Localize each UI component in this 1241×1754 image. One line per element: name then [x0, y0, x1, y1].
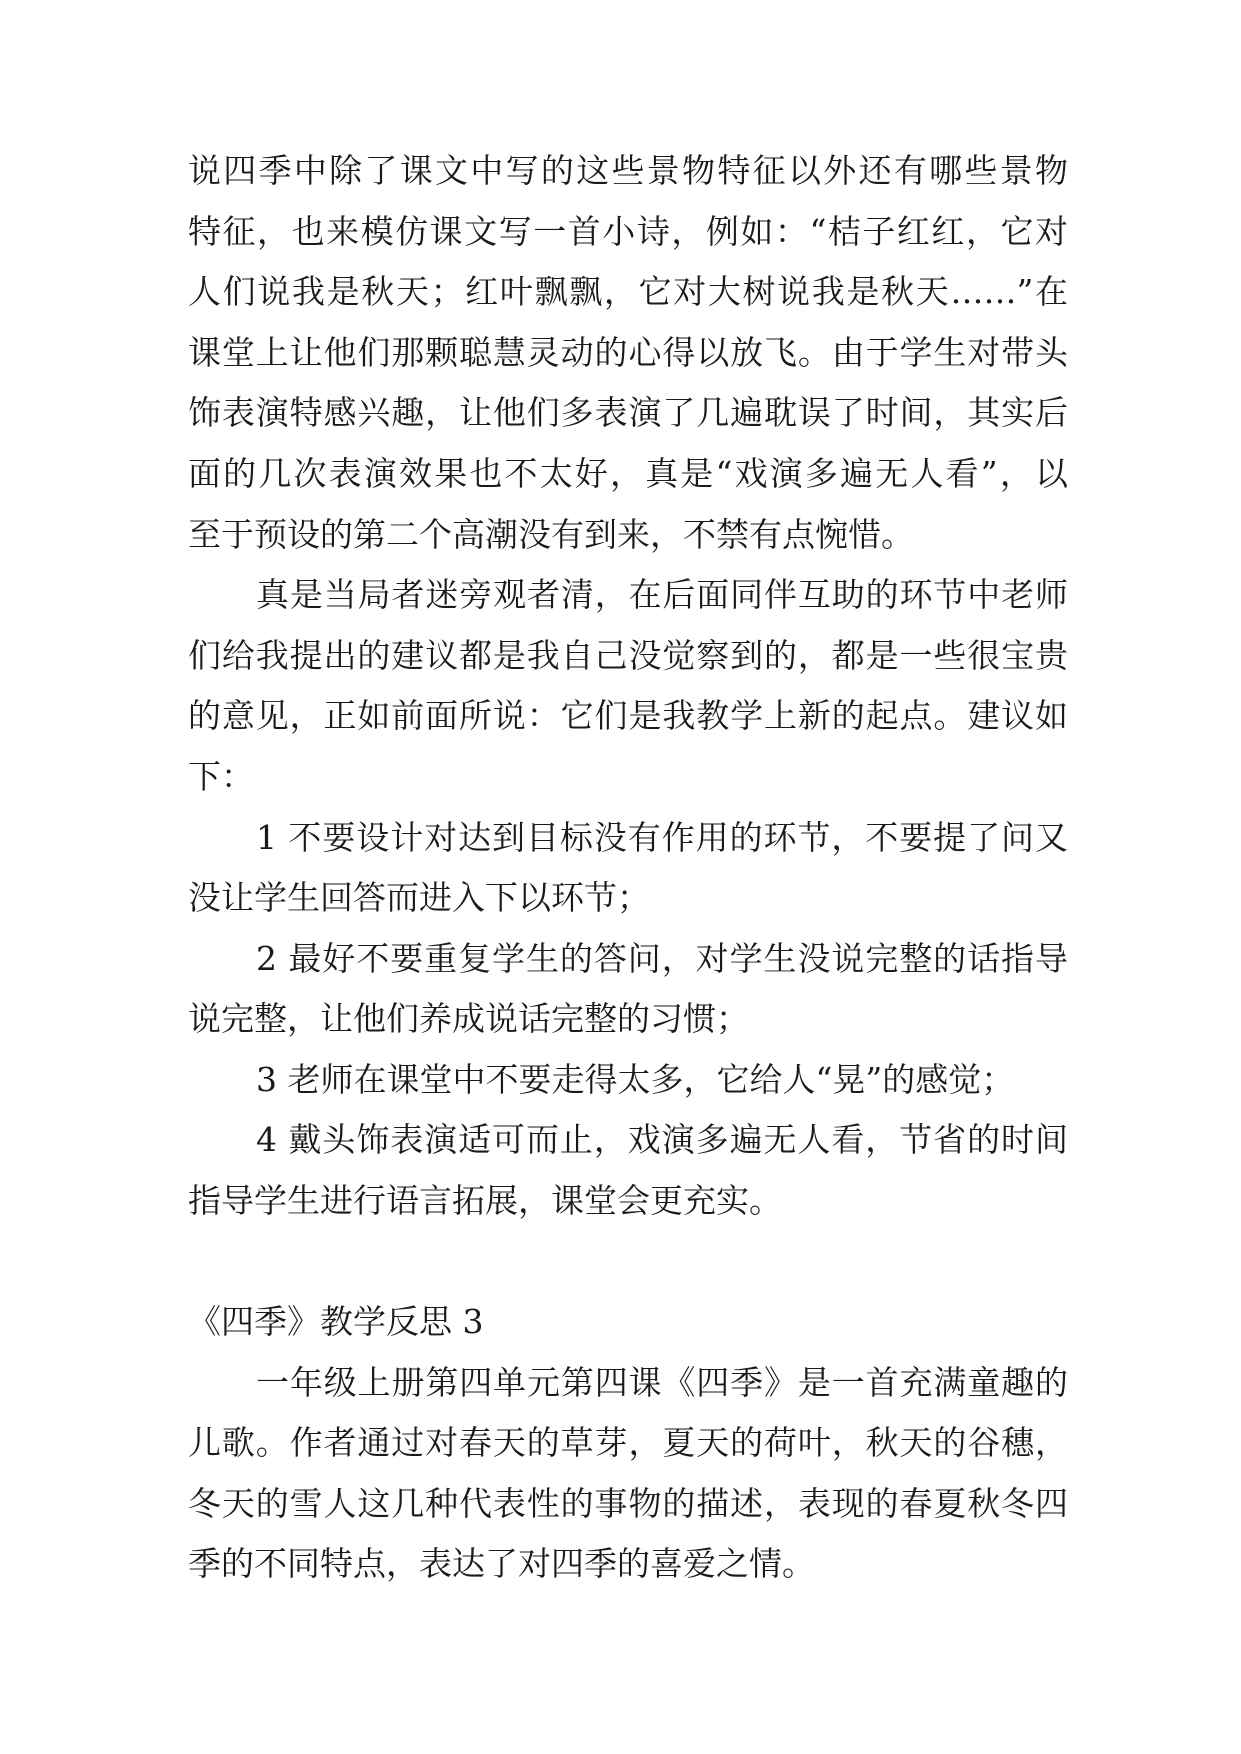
list-item-1: 1 不要设计对达到目标没有作用的环节，不要提了问又: [256, 818, 1068, 857]
text-line: 人们说我是秋天；红叶飘飘，它对大树说我是秋天……”在: [188, 272, 1068, 311]
list-item-4: 4 戴头饰表演适可而止，戏演多遍无人看，节省的时间: [256, 1120, 1068, 1159]
text-line: 至于预设的第二个高潮没有到来，不禁有点惋惜。: [188, 515, 914, 554]
list-item-3: 3 老师在课堂中不要走得太多，它给人“晃”的感觉；: [256, 1060, 1015, 1099]
text-line: 指导学生进行语言拓展，课堂会更充实。: [188, 1181, 782, 1220]
text-line: 课堂上让他们那颗聪慧灵动的心得以放飞。由于学生对带头: [188, 333, 1068, 372]
text-line: 真是当局者迷旁观者清，在后面同伴互助的环节中老师: [256, 575, 1068, 614]
section-heading: 《四季》教学反思 3: [188, 1302, 484, 1341]
text-line: 饰表演特感兴趣，让他们多表演了几遍耽误了时间，其实后: [188, 393, 1068, 432]
text-line: 说四季中除了课文中写的这些景物特征以外还有哪些景物: [188, 151, 1068, 190]
text-line: 儿歌。作者通过对春天的草芽，夏天的荷叶，秋天的谷穗，: [188, 1423, 1068, 1462]
text-line: 说完整，让他们养成说话完整的习惯；: [188, 999, 749, 1038]
text-line: 冬天的雪人这几种代表性的事物的描述，表现的春夏秋冬四: [188, 1484, 1068, 1523]
text-line: 面的几次表演效果也不太好，真是“戏演多遍无人看”，以: [188, 454, 1068, 493]
text-line: 季的不同特点，表达了对四季的喜爱之情。: [188, 1544, 815, 1583]
text-line: 的意见，正如前面所说：它们是我教学上新的起点。建议如: [188, 696, 1068, 735]
list-item-2: 2 最好不要重复学生的答问，对学生没说完整的话指导: [256, 939, 1068, 978]
text-line: 一年级上册第四单元第四课《四季》是一首充满童趣的: [256, 1363, 1068, 1402]
text-line: 没让学生回答而进入下以环节；: [188, 878, 650, 917]
text-line: 们给我提出的建议都是我自己没觉察到的，都是一些很宝贵: [188, 636, 1068, 675]
text-line: 下：: [188, 757, 254, 796]
text-line: 特征，也来模仿课文写一首小诗，例如：“桔子红红，它对: [188, 212, 1068, 251]
